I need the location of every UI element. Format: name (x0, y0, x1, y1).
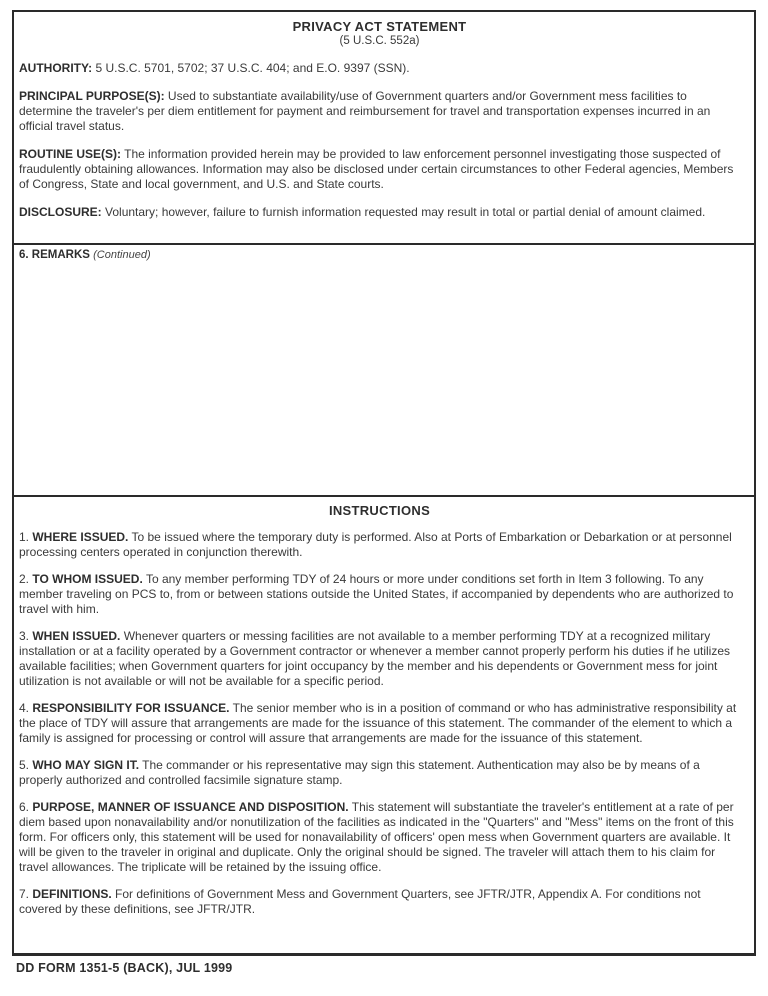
instruction-heading: WHEN ISSUED. (32, 629, 121, 643)
instruction-heading: WHO MAY SIGN IT. (32, 758, 140, 772)
principal-purpose-label: PRINCIPAL PURPOSE(S): (19, 89, 165, 103)
instruction-number: 5. (19, 758, 30, 772)
instruction-heading: PURPOSE, MANNER OF ISSUANCE AND DISPOSITION. (32, 800, 349, 814)
form-container (12, 10, 756, 956)
instruction-number: 3. (19, 629, 30, 643)
authority-label: AUTHORITY: (19, 61, 93, 75)
routine-use-text: The information provided herein may be provided to law enforcement personnel investigating those suspected of fraudulently obtaining allowances. Information may also be disclosed under certain circumstances to other Federal agencies, Members of Congress, State and local government, and U.S. and State courts. (19, 147, 734, 191)
disclosure-text: Voluntary; however, failure to furnish information requested may result in total or partial denial of amount claimed. (105, 205, 706, 219)
instruction-number: 4. (19, 701, 30, 715)
privacy-act-subtitle: (5 U.S.C. 552a) (339, 35, 420, 47)
instruction-item-4 (19, 701, 740, 746)
authority-text: 5 U.S.C. 5701, 5702; 37 U.S.C. 404; and E.O. 9397 (SSN). (95, 61, 410, 75)
principal-purpose-paragraph (19, 89, 740, 134)
instruction-item-7 (19, 887, 740, 917)
instruction-text: To any member performing TDY of 24 hours or more under conditions set forth in Item 3 following. To any member traveling on PCS to, from or between stations outside the United States, if accompanied by dependents who are authorized to travel with him. (19, 572, 734, 616)
routine-use-label: ROUTINE USE(S): (19, 147, 121, 161)
disclosure-paragraph (19, 205, 740, 220)
instruction-item-5 (19, 758, 740, 788)
instruction-heading: WHERE ISSUED. (32, 530, 129, 544)
instructions-title: INSTRUCTIONS (328, 503, 431, 518)
instruction-text: To be issued where the temporary duty is performed. Also at Ports of Embarkation or Debarkation or at personnel processing centers operated in conjunction therewith. (19, 530, 732, 559)
instruction-number: 7. (19, 887, 30, 901)
form-number-footer: DD FORM 1351-5 (BACK), JUL 1999 (16, 961, 233, 975)
remarks-continued-label: (Continued) (93, 249, 151, 261)
instruction-number: 6. (19, 800, 30, 814)
instruction-item-3 (19, 629, 740, 689)
remarks-label: 6. REMARKS (19, 249, 90, 261)
instruction-heading: DEFINITIONS. (32, 887, 112, 901)
instruction-heading: TO WHOM ISSUED. (32, 572, 143, 586)
instruction-text: For definitions of Government Mess and Government Quarters, see JFTR/JTR, Appendix A. For conditions not covered by these definitions, see JFTR/JTR. (19, 887, 701, 916)
instruction-item-1 (19, 530, 740, 560)
instruction-text: Whenever quarters or messing facilities are not available to a member performing TDY at a recognized military installation or at a facility operated by a Government contractor or whenever a member cannot properly perform his duties if he utilizes available facilities; when Government quarters for joint occupancy by the member and his dependents or Government mess for joint utilization is not available or will not be available for a specific period. (19, 629, 731, 688)
privacy-act-title: PRIVACY ACT STATEMENT (292, 19, 467, 34)
remarks-header (14, 245, 754, 262)
instruction-item-6 (19, 800, 740, 875)
instruction-text: This statement will substantiate the traveler's entitlement at a rate of per diem based upon nonavailability and/or nonutilization of the facilities as indicated in the "Quarters" and "Mess" items on the front of this form. For officers only, this statement will be used for nonavailability of officers' open mess when Government quarters are available. It will be given to the traveler in original and duplicate. Only the original should be signed. The traveler will attach them to his claim for travel allowances. The triplicate will be retained by the issuing office. (19, 800, 734, 874)
principal-purpose-text: Used to substantiate availability/use of Government quarters and/or Government mess facilities to determine the traveler's per diem entitlement for payment and reimbursement for travel and transportation expenses incurred in an official travel status. (19, 89, 711, 133)
privacy-act-section (14, 12, 754, 245)
disclosure-label: DISCLOSURE: (19, 205, 102, 219)
authority-paragraph (19, 61, 740, 76)
instructions-section (14, 497, 754, 953)
instruction-text: The senior member who is in a position of command or who has administrative responsibility at the place of TDY will assure that arrangements are made for the issuance of this statement. The commander of the element to which a family is assigned for processing or control will assure that arrangements are made for the issuance of this statement. (19, 701, 737, 745)
instruction-heading: RESPONSIBILITY FOR ISSUANCE. (32, 701, 230, 715)
instruction-text: The commander or his representative may sign this statement. Authentication may also be by means of a properly authorized and controlled facsimile signature stamp. (19, 758, 700, 787)
remarks-section (14, 245, 754, 497)
instruction-number: 1. (19, 530, 30, 544)
instruction-item-2 (19, 572, 740, 617)
remarks-input-area[interactable] (14, 262, 754, 495)
routine-use-paragraph (19, 147, 740, 192)
instruction-number: 2. (19, 572, 30, 586)
